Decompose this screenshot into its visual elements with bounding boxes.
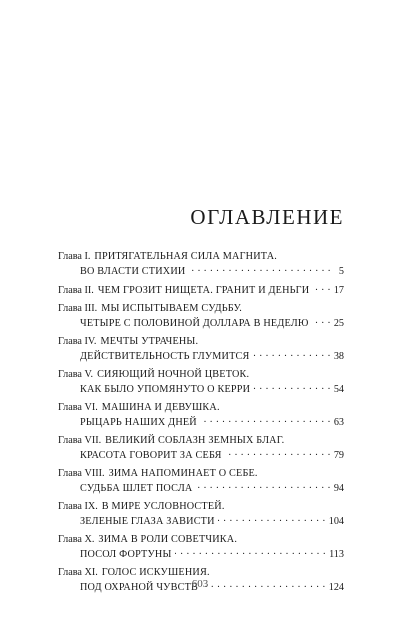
chapter-title-line2: ЗЕЛЕНЫЕ ГЛАЗА ЗАВИСТИ — [80, 516, 215, 527]
chapter-number: Глава IX. — [58, 501, 98, 512]
toc-entry — [58, 434, 344, 463]
toc-entry-subtitle — [58, 448, 344, 463]
toc-title: ОГЛАВЛЕНИЕ — [190, 205, 344, 229]
dot-leader — [253, 349, 331, 359]
toc-entry-heading — [58, 467, 344, 481]
page-number: 104 — [328, 516, 344, 527]
table-of-contents — [58, 250, 344, 599]
chapter-title-line1: ПРИТЯГАТЕЛЬНАЯ СИЛА МАГНИТА. — [94, 251, 278, 262]
chapter-number: Глава XI. — [58, 567, 98, 578]
chapter-title-line2: ВО ВЛАСТИ СТИХИИ — [80, 266, 186, 277]
chapter-title-line2: КРАСОТА ГОВОРИТ ЗА СЕБЯ — [80, 450, 222, 461]
chapter-title-line2: КАК БЫЛО УПОМЯНУТО О КЕРРИ — [80, 384, 251, 395]
chapter-title-line1: ЗИМА В РОЛИ СОВЕТЧИКА. — [98, 534, 238, 545]
dot-leader — [312, 316, 331, 326]
toc-entry-subtitle — [58, 316, 344, 331]
chapter-title-line1: В МИРЕ УСЛОВНОСТЕЙ. — [101, 501, 225, 512]
toc-entry — [58, 533, 344, 562]
toc-entry-subtitle — [58, 514, 344, 529]
chapter-number: Глава VI. — [58, 402, 98, 413]
chapter-title-line1: МАШИНА И ДЕВУШКА. — [101, 402, 220, 413]
toc-entry — [58, 250, 344, 279]
toc-entry — [58, 302, 344, 331]
chapter-title-line1: СИЯЮЩИЙ НОЧНОЙ ЦВЕТОК. — [97, 369, 250, 380]
chapter-title-line1: МЕЧТЫ УТРАЧЕНЫ. — [100, 336, 199, 347]
dot-leader — [196, 481, 331, 491]
toc-entry-subtitle — [58, 382, 344, 397]
dot-leader — [312, 283, 330, 293]
chapter-number: Глава II. — [58, 285, 94, 296]
toc-entry-subtitle — [58, 349, 344, 364]
dot-leader — [225, 448, 331, 458]
chapter-title-line1: ЗИМА НАПОМИНАЕТ О СЕБЕ. — [108, 468, 258, 479]
chapter-title-line2: ПОД ОХРАНОЙ ЧУВСТВ — [80, 582, 198, 593]
chapter-title-line1: ЧЕМ ГРОЗИТ НИЩЕТА. ГРАНИТ И ДЕНЬГИ — [97, 285, 310, 296]
toc-entry — [58, 500, 344, 529]
toc-entry-heading — [58, 401, 344, 415]
page-number: 17 — [333, 285, 344, 296]
toc-entry-heading — [58, 533, 344, 547]
dot-leader — [188, 264, 331, 274]
toc-entry-heading — [58, 283, 344, 298]
toc-entry-heading — [58, 302, 344, 316]
toc-entry-subtitle — [58, 415, 344, 430]
page-number: 54 — [333, 384, 344, 395]
chapter-number: Глава VII. — [58, 435, 102, 446]
page-folio: 603 — [191, 578, 209, 590]
toc-entry-heading — [58, 434, 344, 448]
chapter-title-line2: СУДЬБА ШЛЕТ ПОСЛА — [80, 483, 193, 494]
chapter-number: Глава IV. — [58, 336, 97, 347]
page-number: 124 — [328, 582, 344, 593]
page-number: 63 — [333, 417, 344, 428]
chapter-title-line1: МЫ ИСПЫТЫВАЕМ СУДЬБУ. — [101, 303, 242, 314]
toc-entry-subtitle — [58, 264, 344, 279]
chapter-title-line1: ГОЛОС ИСКУШЕНИЯ. — [101, 567, 210, 578]
page-number: 5 — [338, 266, 344, 277]
chapter-title-line2: ЧЕТЫРЕ С ПОЛОВИНОЙ ДОЛЛАРА В НЕДЕЛЮ — [80, 318, 309, 329]
page-number: 38 — [333, 351, 344, 362]
page-number: 94 — [333, 483, 344, 494]
chapter-title-line2: ДЕЙСТВИТЕЛЬНОСТЬ ГЛУМИТСЯ — [80, 351, 250, 362]
chapter-number: Глава X. — [58, 534, 95, 545]
dot-leader — [175, 547, 327, 557]
chapter-title-line1: ВЕЛИКИЙ СОБЛАЗН ЗЕМНЫХ БЛАГ. — [105, 435, 285, 446]
toc-entry-heading — [58, 500, 344, 514]
toc-entry — [58, 283, 344, 298]
dot-leader — [218, 514, 326, 524]
page-number: 79 — [333, 450, 344, 461]
dot-leader — [253, 382, 331, 392]
chapter-number: Глава III. — [58, 303, 98, 314]
toc-entry — [58, 368, 344, 397]
toc-entry-heading — [58, 335, 344, 349]
dot-leader — [200, 415, 331, 425]
toc-entry-heading — [58, 250, 344, 264]
toc-entry-heading — [58, 368, 344, 382]
chapter-title-line2: ПОСОЛ ФОРТУНЫ — [80, 549, 172, 560]
toc-entry — [58, 467, 344, 496]
toc-entry-subtitle — [58, 547, 344, 562]
toc-entry — [58, 401, 344, 430]
page-number: 25 — [333, 318, 344, 329]
toc-entry-subtitle — [58, 481, 344, 496]
chapter-title-line2: РЫЦАРЬ НАШИХ ДНЕЙ — [80, 417, 197, 428]
page-number: 113 — [329, 549, 344, 560]
chapter-number: Глава VIII. — [58, 468, 105, 479]
chapter-number: Глава I. — [58, 251, 91, 262]
toc-entry — [58, 335, 344, 364]
chapter-number: Глава V. — [58, 369, 94, 380]
